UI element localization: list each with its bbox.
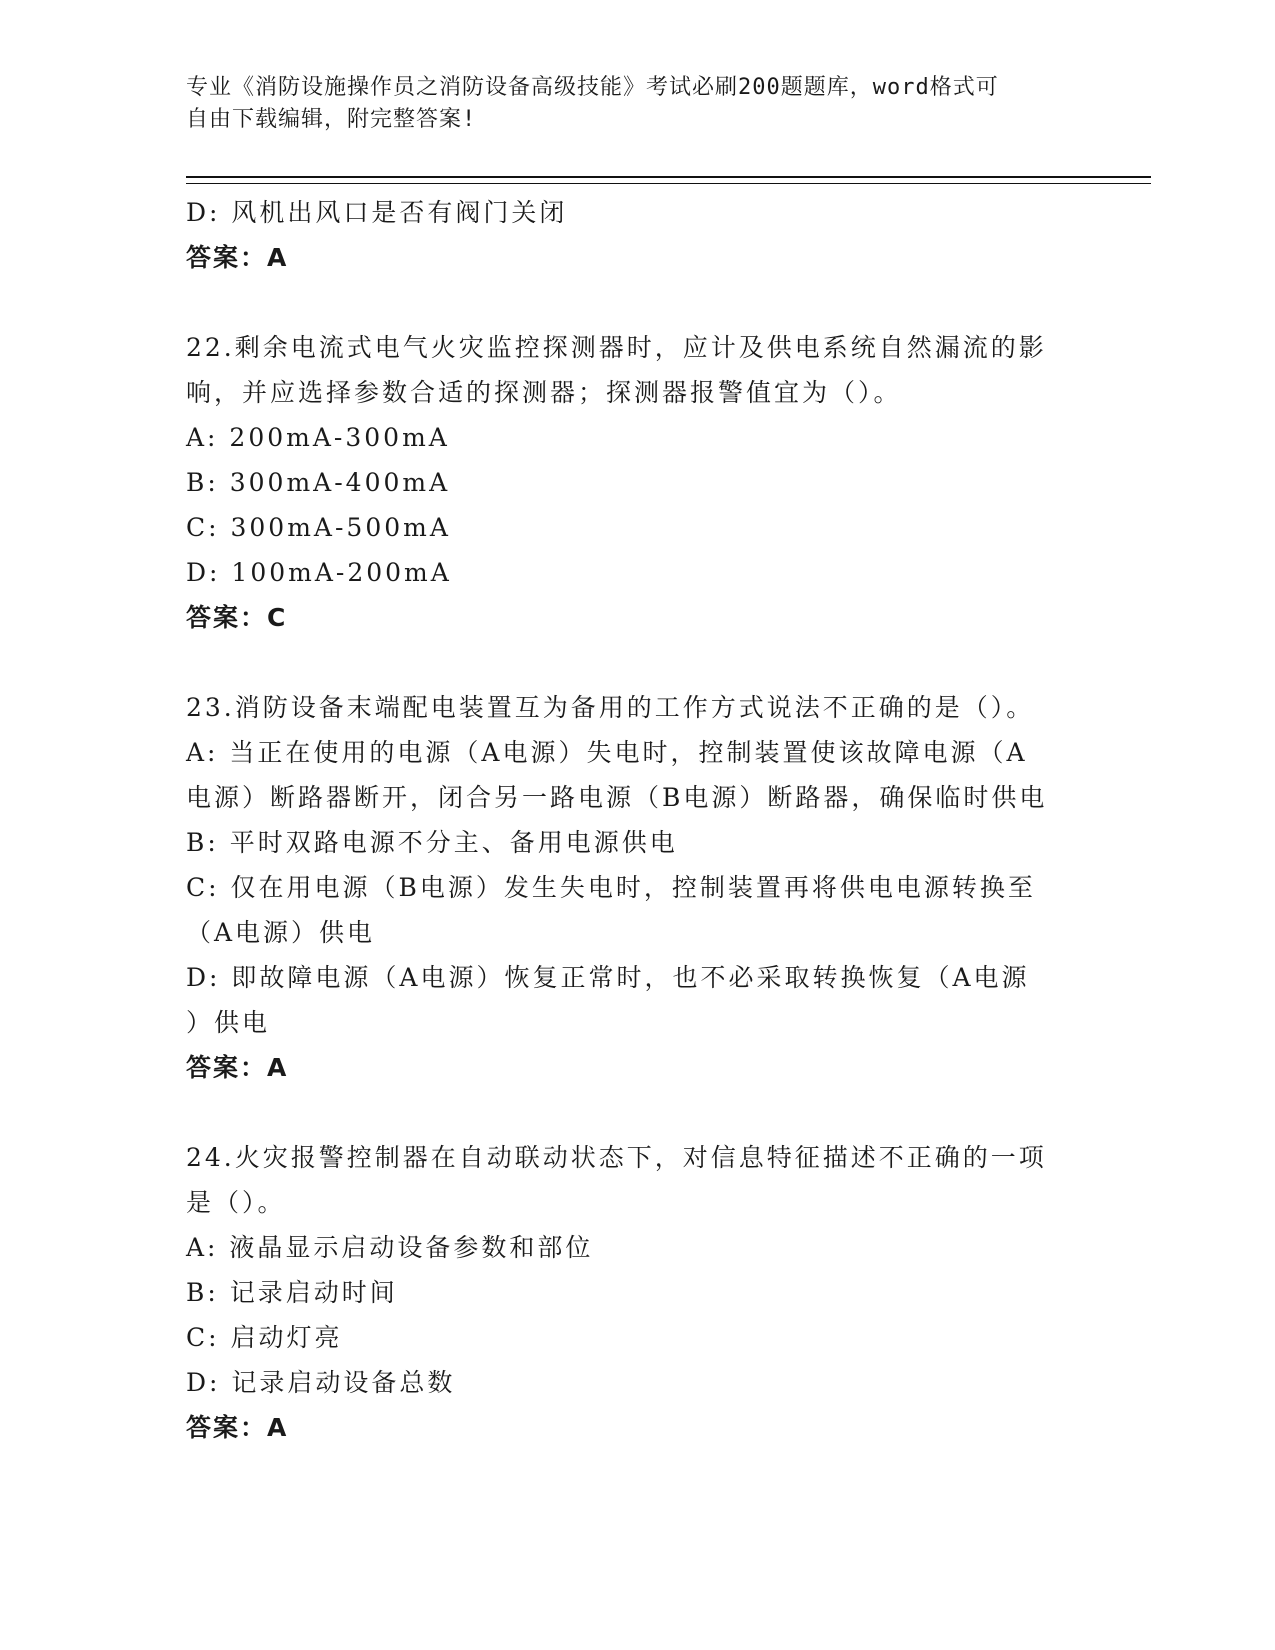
spacer (186, 640, 1086, 685)
question-stem: 是（）。 (186, 1188, 286, 1217)
answer: 答案：A (186, 1413, 289, 1442)
option-a: A: 液晶显示启动设备参数和部位 (186, 1233, 594, 1262)
option-d-cont: ）供电 (186, 1008, 271, 1037)
option-a: A: 200mA-300mA (186, 423, 450, 452)
question-list (186, 190, 1086, 1450)
question-stem: 24.火灾报警控制器在自动联动状态下，对信息特征描述不正确的一项 (186, 1143, 1047, 1172)
question-stem: 22.剩余电流式电气火灾监控探测器时，应计及供电系统自然漏流的影 (186, 333, 1047, 362)
header-divider (186, 176, 1151, 184)
option-d: D: 100mA-200mA (186, 558, 452, 587)
option-c-cont: （A电源）供电 (186, 918, 376, 947)
option-c: C: 启动灯亮 (186, 1323, 343, 1352)
option-d: D: 风机出风口是否有阀门关闭 (186, 198, 568, 227)
option-c: C: 300mA-500mA (186, 513, 451, 542)
header-line-1: 专业《消防设施操作员之消防设备高级技能》考试必刷200题题库，word格式可 (186, 75, 999, 100)
question-stem: 23.消防设备末端配电装置互为备用的工作方式说法不正确的是（）。 (186, 693, 1035, 722)
answer: 答案：A (186, 1053, 289, 1082)
option-b: B: 记录启动时间 (186, 1278, 398, 1307)
document-header (186, 72, 1076, 136)
option-a: A: 当正在使用的电源（A电源）失电时，控制装置使该故障电源（A (186, 738, 1028, 767)
spacer (186, 1090, 1086, 1135)
answer: 答案：C (186, 603, 288, 632)
option-d: D: 即故障电源（A电源）恢复正常时，也不必采取转换恢复（A电源 (186, 963, 1030, 992)
option-b: B: 300mA-400mA (186, 468, 451, 497)
header-line-2: 自由下载编辑，附完整答案! (186, 107, 477, 132)
question-stem: 响，并应选择参数合适的探测器；探测器报警值宜为（）。 (186, 378, 902, 407)
answer: 答案：A (186, 243, 289, 272)
option-a-cont: 电源）断路器断开，闭合另一路电源（B电源）断路器，确保临时供电 (186, 783, 1048, 812)
option-c: C: 仅在用电源（B电源）发生失电时，控制装置再将供电电源转换至 (186, 873, 1036, 902)
option-b: B: 平时双路电源不分主、备用电源供电 (186, 828, 678, 857)
spacer (186, 280, 1086, 325)
option-d: D: 记录启动设备总数 (186, 1368, 456, 1397)
